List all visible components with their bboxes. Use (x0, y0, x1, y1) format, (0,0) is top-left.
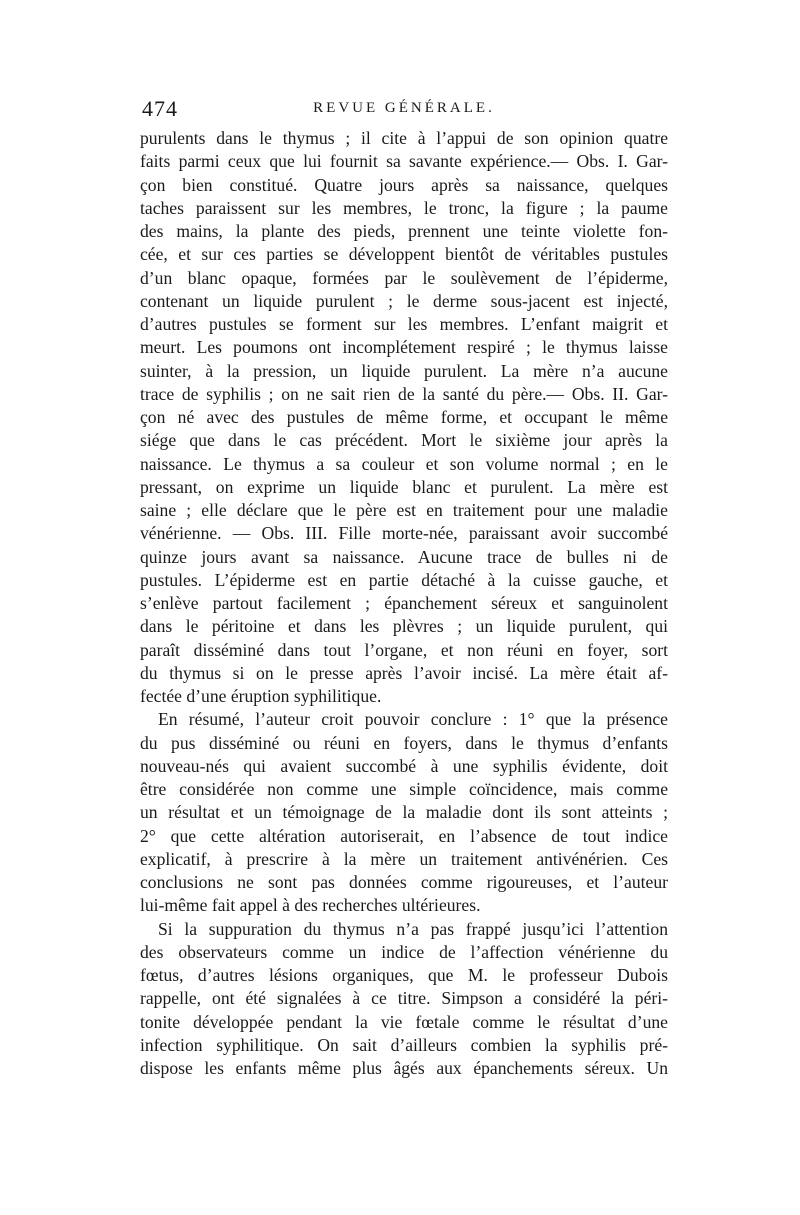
text-line: çon né avec des pustules de même forme, et occupant le même (140, 407, 668, 427)
text-line: çon bien constitué. Quatre jours après sa naissance, quelques (140, 174, 668, 195)
text-line: suinter, à la pression, un liquide purulent. La mère n’a aucune (140, 360, 668, 381)
text-line: infection syphilitique. On sait d’ailleurs combien la syphilis pré- (140, 1034, 668, 1055)
text-line: nouveau-nés qui avaient succombé à une syphilis évidente, doit (140, 755, 668, 776)
text-line: pustules. L’épiderme est en partie détaché à la cuisse gauche, et (140, 569, 668, 590)
text-line: d’autres pustules se forment sur les membres. L’enfant maigrit et (140, 314, 668, 334)
text-line: d’un blanc opaque, formées par le soulèvement de l’épiderme, (140, 267, 668, 288)
text-line: faits parmi ceux que lui fournit sa savante expérience.— Obs. I. Gar- (140, 151, 668, 172)
paragraph-end-line: lui-même fait appel à des recherches ultérieures. (140, 895, 481, 916)
text-line: tonite développée pendant la vie fœtale comme le résultat d’une (140, 1011, 668, 1032)
text-line: contenant un liquide purulent ; le derme sous-jacent est injecté, (140, 290, 668, 311)
running-head: REVUE GÉNÉRALE. (313, 100, 495, 116)
text-line: dispose les enfants même plus âgés aux épanchements séreux. Un (140, 1058, 668, 1078)
text-line: rappelle, ont été signalées à ce titre. Simpson a considéré la péri- (140, 988, 668, 1009)
text-line: fœtus, d’autres lésions organiques, que M. le professeur Dubois (140, 965, 668, 985)
text-line: du pus disséminé ou réuni en foyers, dans le thymus d’enfants (140, 732, 668, 753)
paragraph-end-line: fectée d’une éruption syphilitique. (140, 686, 382, 706)
body-text (140, 127, 668, 1080)
text-line: s’enlève partout facilement ; épanchement séreux et sanguinolent (140, 593, 668, 613)
page-header (140, 96, 668, 126)
paragraph-start-line: En résumé, l’auteur croit pouvoir conclure : 1° que la présence (158, 709, 668, 730)
text-line: paraît disséminé dans tout l’organe, et non réuni en foyer, sort (140, 639, 668, 660)
text-line: siége que dans le cas précédent. Mort le sixième jour après la (140, 430, 668, 451)
text-line: être considérée non comme une simple coïncidence, mais comme (140, 779, 668, 799)
text-line: du thymus si on le presse après l’avoir incisé. La mère était af- (140, 662, 668, 683)
text-line: quinze jours avant sa naissance. Aucune trace de bulles ni de (140, 546, 668, 567)
paragraph-start-line: Si la suppuration du thymus n’a pas frappé jusqu’ici l’attention (158, 918, 668, 939)
text-line: trace de syphilis ; on ne sait rien de la santé du père.— Obs. II. Gar- (140, 383, 668, 404)
text-line: explicatif, à prescrire à la mère un traitement antivénérien. Ces (140, 848, 668, 869)
text-line: purulents dans le thymus ; il cite à l’appui de son opinion quatre (140, 128, 668, 148)
text-line: conclusions ne sont pas données comme rigoureuses, et l’auteur (140, 872, 668, 892)
text-line: pressant, on exprime un liquide blanc et purulent. La mère est (140, 476, 668, 497)
text-line: des observateurs comme un indice de l’affection vénérienne du (140, 941, 668, 962)
text-line: naissance. Le thymus a sa couleur et son volume normal ; en le (140, 453, 668, 474)
text-line: 2° que cette altération autoriserait, en l’absence de tout indice (140, 825, 668, 846)
text-line: taches paraissent sur les membres, le tronc, la figure ; la paume (140, 197, 668, 218)
text-line: des mains, la plante des pieds, prennent une teinte violette fon- (140, 221, 668, 241)
text-line: saine ; elle déclare que le père est en traitement pour une maladie (140, 500, 668, 520)
text-line: vénérienne. — Obs. III. Fille morte-née, paraissant avoir succombé (140, 523, 668, 544)
text-line: dans le péritoine et dans les plèvres ; un liquide purulent, qui (140, 616, 668, 637)
text-line: un résultat et un témoignage de la maladie dont ils sont atteints ; (140, 802, 668, 823)
text-line: cée, et sur ces parties se développent bientôt de véritables pustules (140, 244, 668, 265)
text-line: meurt. Les poumons ont incomplétement respiré ; le thymus laisse (140, 337, 668, 358)
page-number: 474 (142, 96, 178, 121)
